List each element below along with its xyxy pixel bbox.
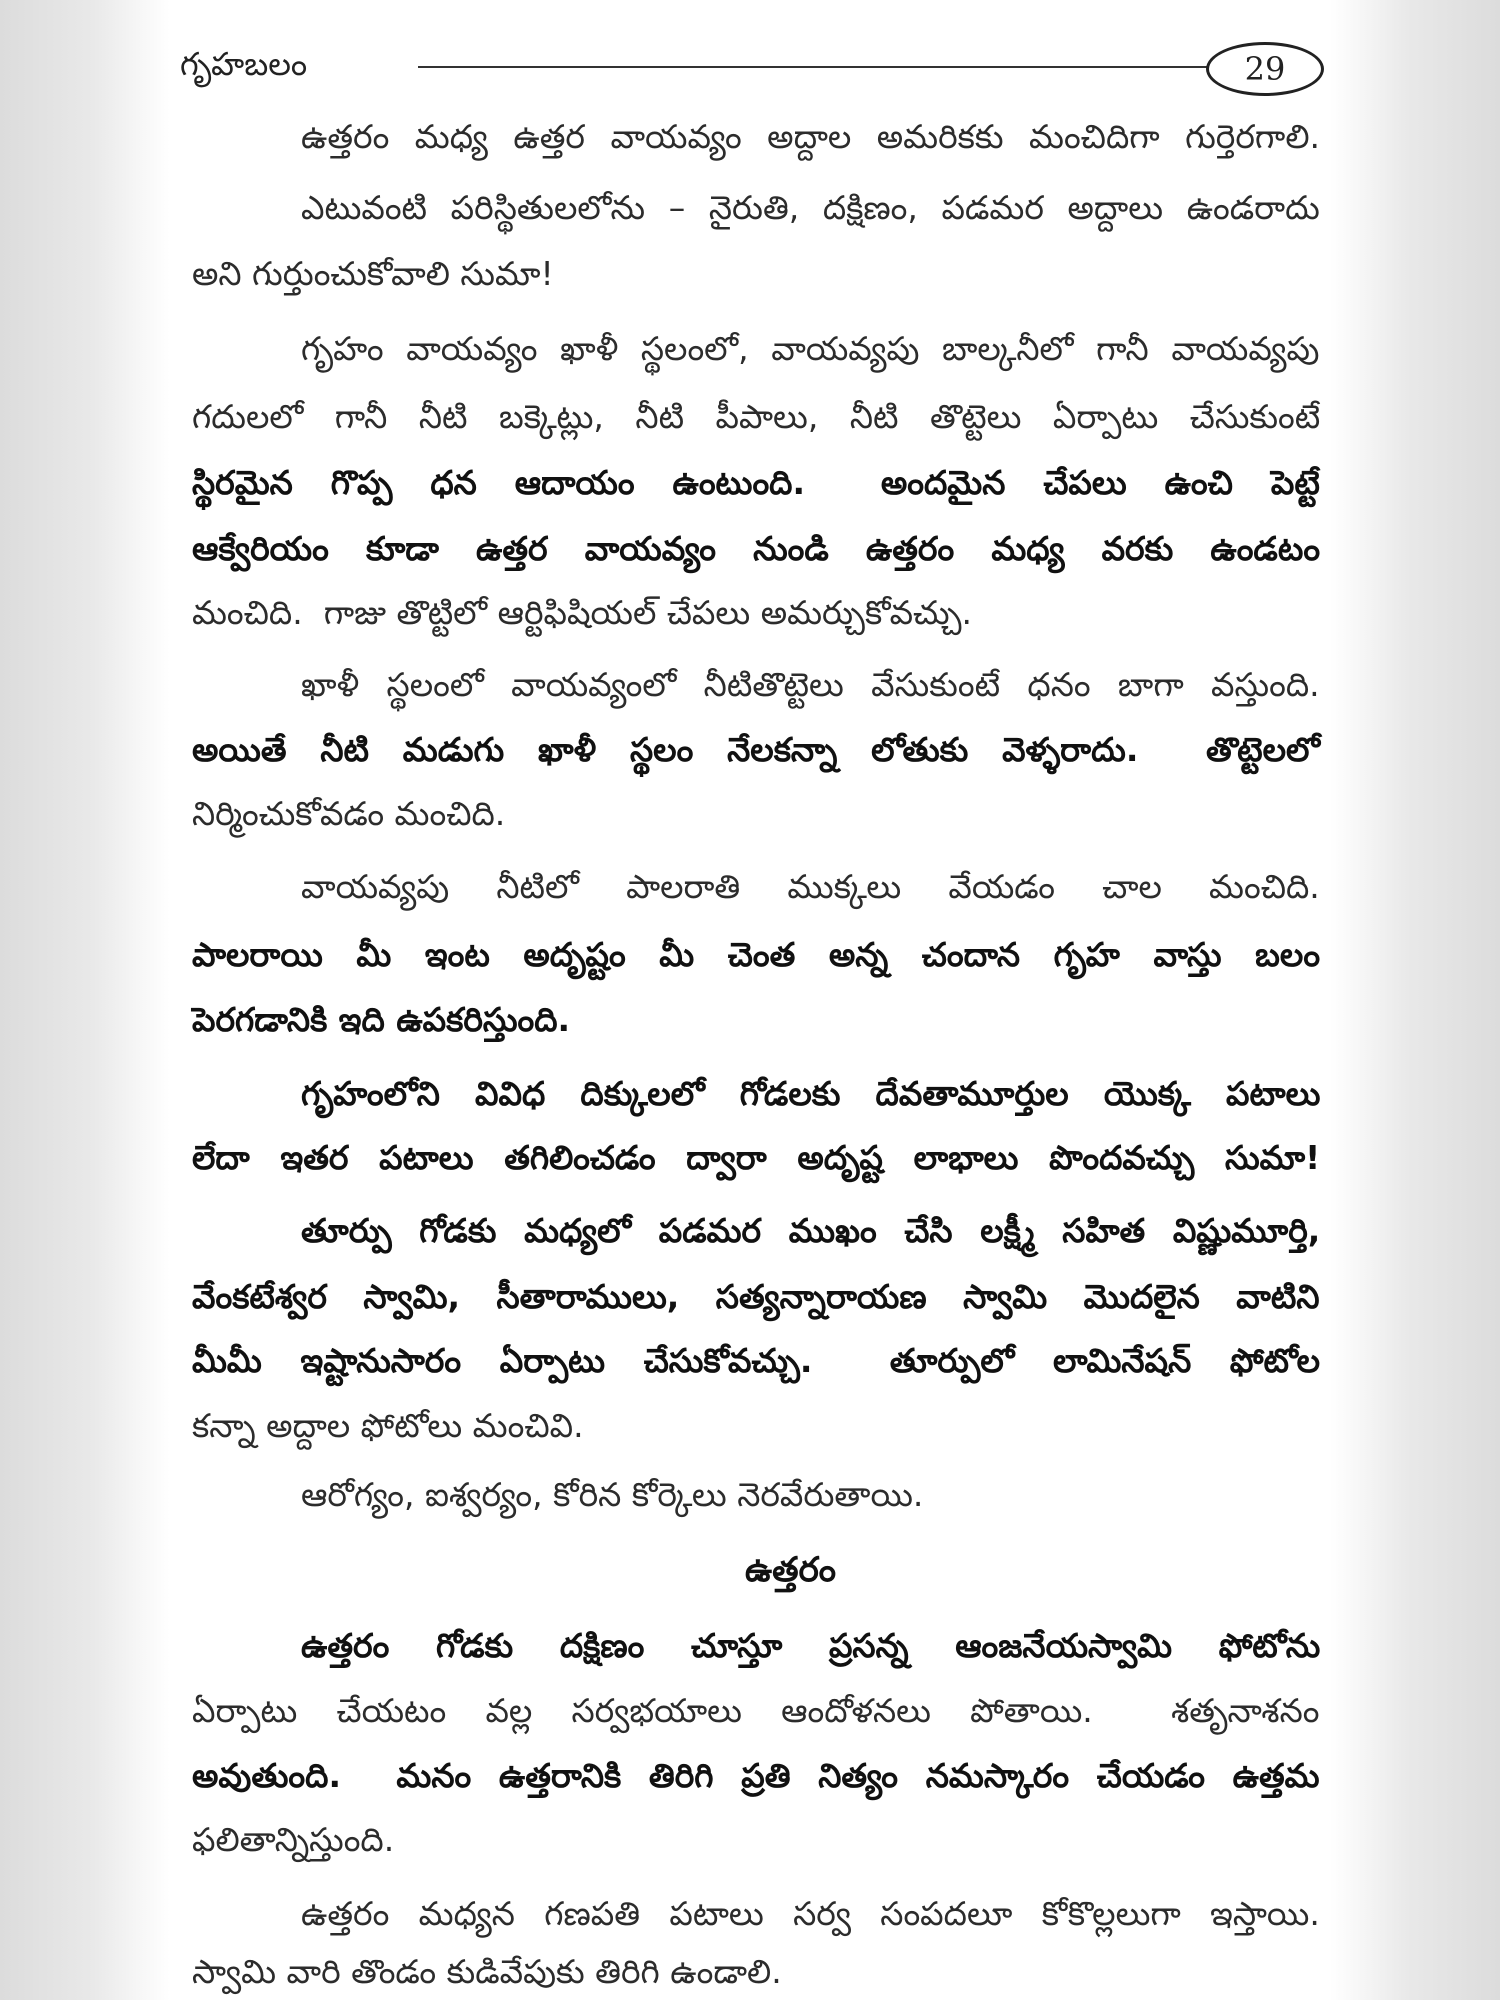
- header-rule: [418, 66, 1208, 68]
- body-text-line: గదులలో గానీ నీటి బక్కెట్లు, నీటి పీపాలు, నీటి తొట్టెలు ఏర్పాటు చేసుకుంటే: [192, 397, 1321, 436]
- body-text-line: ఉత్తరం గోడకు దక్షిణం చూస్తూ ప్రసన్న ఆంజనేయస్వామి ఫోటోను: [301, 1626, 1321, 1665]
- body-text-line: గృహంలోని వివిధ దిక్కులలో గోడలకు దేవతామూర్తుల యొక్క పటాలు: [301, 1074, 1321, 1113]
- body-text-line: తూర్పు గోడకు మధ్యలో పడమర ముఖం చేసి లక్ష్మీ సహిత విష్ణుమూర్తి,: [301, 1211, 1321, 1250]
- body-text-line: గృహం వాయవ్యం ఖాళీ స్థలంలో, వాయవ్యపు బాల్కనీలో గానీ వాయవ్యపు: [301, 329, 1320, 368]
- body-text-line: వాయవ్యపు నీటిలో పాలరాతి ముక్కలు వేయడం చాల మంచిది.: [301, 867, 1320, 906]
- body-text-line: ఉత్తరం మధ్య ఉత్తర వాయవ్యం అద్దాల అమరికకు మంచిదిగా గుర్తెరగాలి.: [301, 117, 1320, 156]
- body-text-line: కన్నా అద్దాల ఫోటోలు మంచివి.: [192, 1406, 584, 1445]
- section-heading: ఉత్తరం: [745, 1550, 836, 1590]
- body-text-line: ఎటువంటి పరిస్థితులలోను – నైరుతి, దక్షిణం, పడమర అద్దాలు ఉండరాదు: [301, 188, 1320, 227]
- body-text-line: స్వామి వారి తొండం కుడివేపుకు తిరిగి ఉండాలి.: [192, 1952, 782, 1991]
- body-text-line: నిర్మించుకోవడం మంచిది.: [192, 794, 506, 833]
- body-text-line: స్థిరమైన గొప్ప ధన ఆదాయం ఉంటుంది. అందమైన చేపలు ఉంచి పెట్టే: [192, 463, 1320, 502]
- body-text-line: మంచిది. గాజు తొట్టిలో ఆర్టిఫిషియల్ చేపలు అమర్చుకోవచ్చు.: [192, 593, 972, 632]
- body-text-line: ఫలితాన్నిస్తుంది.: [192, 1820, 395, 1859]
- running-header-title: గృహబలం: [180, 45, 308, 83]
- body-text-line: ఆరోగ్యం, ఐశ్వర్యం, కోరిన కోర్కెలు నెరవేరుతాయి.: [301, 1475, 924, 1514]
- body-text-line: ఉత్తరం మధ్యన గణపతి పటాలు సర్వ సంపదలూ కోకొల్లలుగా ఇస్తాయి.: [301, 1894, 1320, 1933]
- body-text-line: మీమీ ఇష్టానుసారం ఏర్పాటు చేసుకోవచ్చు. తూర్పులో లామినేషన్ ఫోటోల: [192, 1341, 1320, 1380]
- page-number: 29: [1244, 50, 1286, 88]
- scan-right-margin: [1330, 0, 1500, 2000]
- body-text-line: లేదా ఇతర పటాలు తగిలించడం ద్వారా అదృష్ట లాభాలు పొందవచ్చు సుమా!: [192, 1138, 1321, 1177]
- body-text-line: ఏర్పాటు చేయటం వల్ల సర్వభయాలు ఆందోళనలు పోతాయి. శతృనాశనం: [192, 1691, 1320, 1730]
- body-text-line: పెరగడానికి ఇది ఉపకరిస్తుంది.: [192, 1000, 571, 1039]
- body-text-line: వేంకటేశ్వర స్వామి, సీతారాములు, సత్యన్నారాయణ స్వామి మొదలైన వాటిని: [192, 1277, 1320, 1316]
- body-text-line: అయితే నీటి మడుగు ఖాళీ స్థలం నేలకన్నా లోతుకు వెళ్ళరాదు. తొట్టెలలో: [192, 730, 1321, 769]
- body-text-line: పాలరాయి మీ ఇంట అదృష్టం మీ చెంత అన్న చందాన గృహ వాస్తు బలం: [192, 935, 1321, 974]
- body-text-line: ఖాళీ స్థలంలో వాయవ్యంలో నీటితొట్టెలు వేసుకుంటే ధనం బాగా వస్తుంది.: [301, 665, 1320, 704]
- body-text-line: అవుతుంది. మనం ఉత్తరానికి తిరిగి ప్రతి నిత్యం నమస్కారం చేయడం ఉత్తమ: [192, 1756, 1320, 1795]
- scan-left-margin: [0, 0, 170, 2000]
- body-text-line: ఆక్వేరియం కూడా ఉత్తర వాయవ్యం నుండి ఉత్తరం మధ్య వరకు ఉండటం: [192, 529, 1321, 568]
- body-text-line: అని గుర్తుంచుకోవాలి సుమా!: [192, 254, 554, 293]
- page-number-oval: [1206, 42, 1324, 96]
